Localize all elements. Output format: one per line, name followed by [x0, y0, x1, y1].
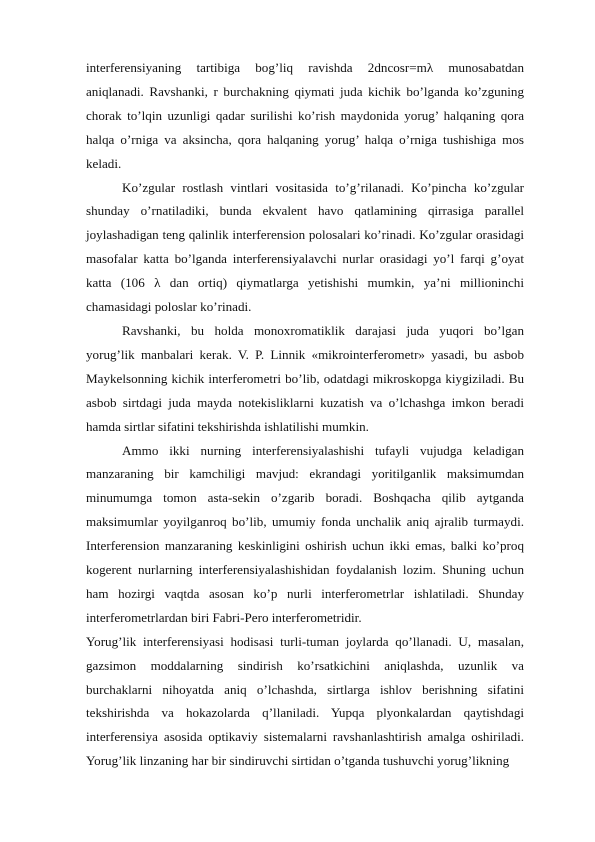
paragraph-interference-applications: Yorug’lik interferensiyasi hodisasi turli-tuman joylarda qo’llanadi. U, masalan, gazsimon moddalarning sindirish ko’rsatkichini aniqlashda, uzunlik va burchaklarni nihoyatda aniq o’lchashda, sirtlarga ishlov berishning sifatini tekshirishda va hokazolarda q’llaniladi. Yupqa plyonkalardan qaytishdagi interferensiya asosida optikaviy sistemalarni ravshanlashtirish amalga oshiriladi. Yorug’lik linzaning har bir sindiruvchi sirtidan o’tganda tushuvchi yorug’likning	[86, 633, 524, 769]
paragraph-two-beam-drawback: Ammo ikki nurning interferensiyalashishi tufayli vujudga keladigan manzaraning bir kamchiligi mavjud: ekrandagi yoritilganlik maksimumdan minumumga tomon asta-sekin o’zgarib boradi. Boshqacha qilib aytganda maksimumlar yoyilganroq bo’lib, umumiy fonda unchalik aniq ajralib turmaydi. Interferension manzaraning keskinligini oshirish uchun ikki emas, balki ko’proq kogerent nurlarning interferensiyalashishidan foydalanish lozim. Shuning uchun ham hozirgi vaqtda asosan ko’p nurli interferometrlar ishlatiladi. Shunday interferometrlardan biri Fabri-Pero interferometridir.	[86, 442, 524, 625]
paragraph-interference-order: interferensiyaning tartibiga bog’liq ravishda 2dncosr=mλ munosabatdan aniqlanadi. Ravshanki, r burchakning qiymati juda kichik bo’lganda ko’zguning chorak to’lqin uzunligi qadar surilishi ko’rish maydonida yorug’ halqaning qora halqa o’rniga va aksincha, qora halqaning yorug’ halqa o’rniga tushishiga mos keladi.	[86, 60, 524, 171]
document-page	[86, 56, 524, 773]
paragraph-linnik-microinterferometer: Ravshanki, bu holda monoxromatiklik darajasi juda yuqori bo’lgan yorug’lik manbalari kerak. V. P. Linnik «mikrointerferometr» yasadi, bu asbob Maykelsonning kichik interferometri bo’lib, odatdagi mikroskopga kiygiziladi. Bu asbob sirtdagi juda mayda notekisliklarni kuzatish va o’lchashga imkon beradi hamda sirtlar sifatini tekshirishda ishlatilishi mumkin.	[86, 322, 524, 434]
paragraph-mirror-adjustment: Ko’zgular rostlash vintlari vositasida to’g’rilanadi. Ko’pincha ko’zgular shunday o’rnatiladiki, bunda ekvalent havo qatlamining qirrasiga parallel joylashadigan teng qalinlik interferension polosalari ko’rinadi. Ko’zgular orasidagi masofalar katta bo’lganda interferensiyalavchi nurlar orasidagi yo’l farqi g’oyat katta (106 λ dan ortiq) qiymatlarga yetishishi mumkin, ya’ni millioninchi chamasidagi poloslar ko’rinadi.	[86, 179, 524, 315]
